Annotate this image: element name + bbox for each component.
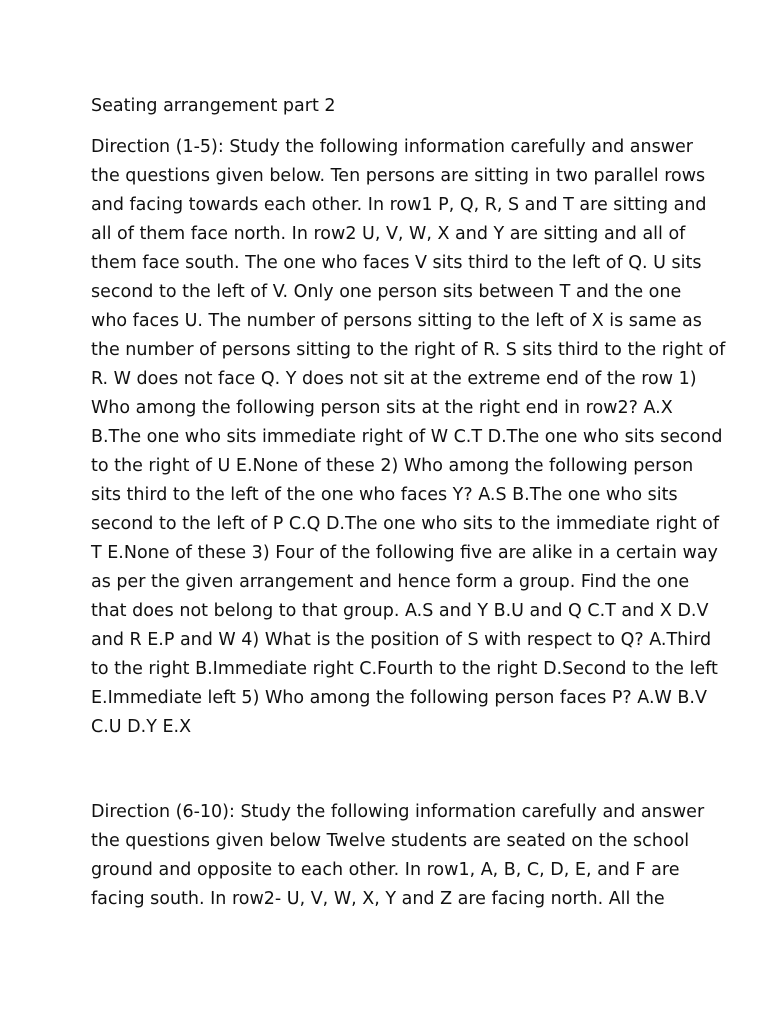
paragraph-line: Direction (1-5): Study the following information carefully and answer (91, 137, 693, 157)
paragraph-line: and R E.P and W 4) What is the position of S with respect to Q? A.Third (91, 630, 712, 650)
paragraph-line: the questions given below. Ten persons are sitting in two parallel rows (91, 166, 706, 186)
paragraph-line: as per the given arrangement and hence form a group. Find the one (91, 572, 690, 592)
paragraph-line: second to the left of V. Only one person sits between T and the one (91, 282, 682, 302)
paragraph-line: Who among the following person sits at the right end in row2? A.X (91, 398, 673, 418)
paragraph-line: the number of persons sitting to the right of R. S sits third to the right of (91, 340, 726, 360)
paragraph-line: who faces U. The number of persons sitting to the left of X is same as (91, 311, 702, 331)
paragraph-line: T E.None of these 3) Four of the following five are alike in a certain way (91, 543, 718, 563)
paragraph-line: C.U D.Y E.X (91, 717, 192, 737)
paragraph-line: B.The one who sits immediate right of W C.T D.The one who sits second (91, 427, 723, 447)
paragraph-line: ground and opposite to each other. In row1, A, B, C, D, E, and F are (91, 860, 680, 880)
paragraph-line: facing south. In row2- U, V, W, X, Y and Z are facing north. All the (91, 889, 665, 909)
paragraph-line: and facing towards each other. In row1 P, Q, R, S and T are sitting and (91, 195, 707, 215)
paragraph-line: the questions given below Twelve students are seated on the school (91, 831, 690, 851)
document-title: Seating arrangement part 2 (91, 96, 336, 116)
direction-6-10-paragraph (91, 798, 704, 914)
paragraph-line: R. W does not face Q. Y does not sit at the extreme end of the row 1) (91, 369, 697, 389)
paragraph-line: sits third to the left of the one who faces Y? A.S B.The one who sits (91, 485, 678, 505)
paragraph-line: all of them face north. In row2 U, V, W, X and Y are sitting and all of (91, 224, 686, 244)
paragraph-line: to the right of U E.None of these 2) Who among the following person (91, 456, 694, 476)
paragraph-line: to the right B.Immediate right C.Fourth to the right D.Second to the left (91, 659, 718, 679)
paragraph-line: that does not belong to that group. A.S and Y B.U and Q C.T and X D.V (91, 601, 709, 621)
paragraph-line: E.Immediate left 5) Who among the following person faces P? A.W B.V (91, 688, 707, 708)
direction-1-5-paragraph (91, 133, 725, 742)
paragraph-line: second to the left of P C.Q D.The one who sits to the immediate right of (91, 514, 720, 534)
paragraph-line: them face south. The one who faces V sits third to the left of Q. U sits (91, 253, 702, 273)
paragraph-line: Direction (6-10): Study the following information carefully and answer (91, 802, 705, 822)
